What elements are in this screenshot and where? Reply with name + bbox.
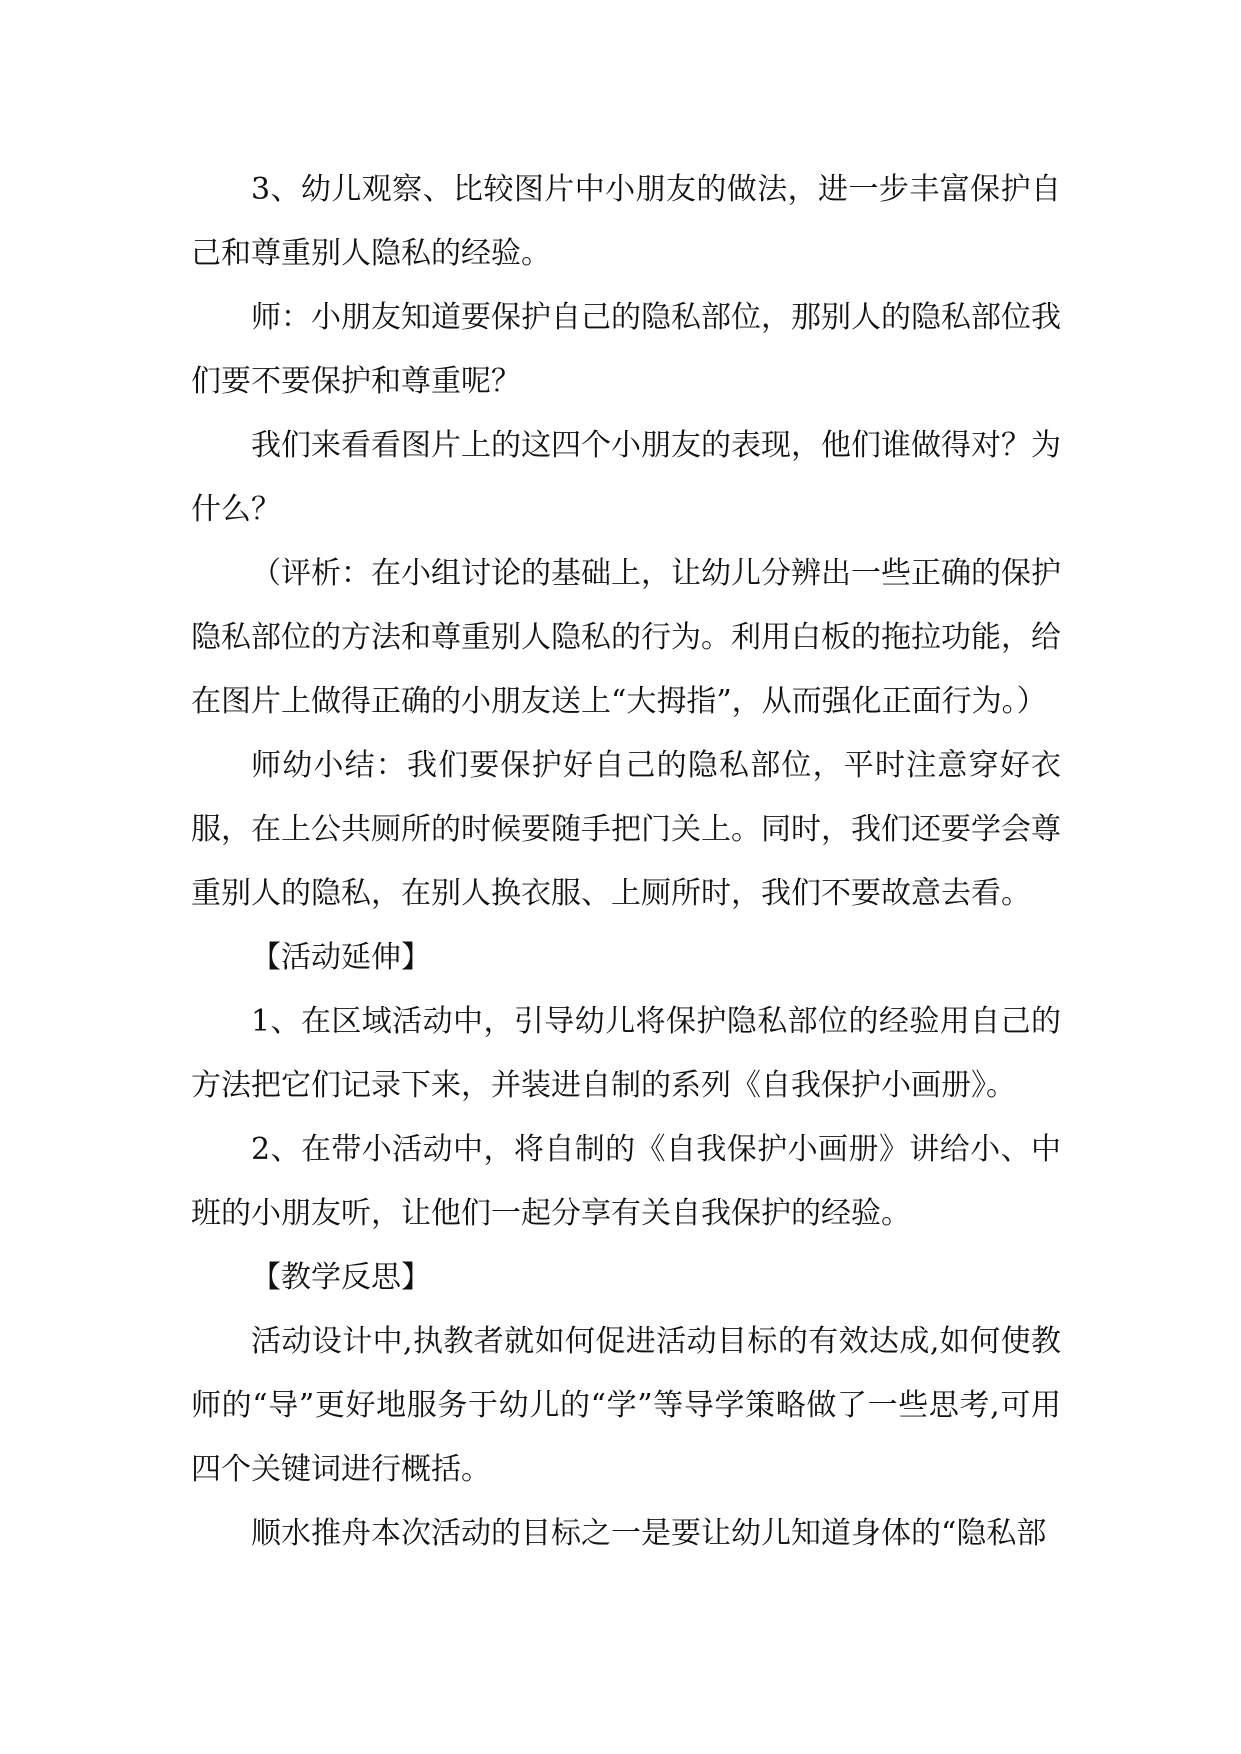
paragraph-extension-2: 2、在带小活动中，将自制的《自我保护小画册》讲给小、中班的小朋友听，让他们一起分享有关自我保护的经验。	[191, 1132, 1061, 1231]
heading-teaching-reflection: 【教学反思】	[251, 1260, 431, 1295]
paragraph-reflection-keyword-1: 顺水推舟本次活动的目标之一是要让幼儿知道身体的“隐私部	[251, 1516, 1047, 1551]
heading-activity-extension: 【活动延伸】	[251, 940, 431, 975]
document-body	[191, 158, 1061, 1566]
paragraph-reflection-intro: 活动设计中,执教者就如何促进活动目标的有效达成,如何使教师的“导”更好地服务于幼儿的“学”等导学策略做了一些思考,可用四个关键词进行概括。	[191, 1324, 1061, 1487]
paragraph-picture-question: 我们来看看图片上的这四个小朋友的表现，他们谁做得对？为什么？	[191, 428, 1061, 527]
paragraph-summary: 师幼小结：我们要保护好自己的隐私部位，平时注意穿好衣服，在上公共厕所的时候要随手把门关上。同时，我们还要学会尊重别人的隐私，在别人换衣服、上厕所时，我们不要故意去看。	[191, 748, 1061, 911]
paragraph-extension-1: 1、在区域活动中，引导幼儿将保护隐私部位的经验用自己的方法把它们记录下来，并装进自制的系列《自我保护小画册》。	[191, 1004, 1061, 1103]
paragraph-teacher-question: 师：小朋友知道要保护自己的隐私部位，那别人的隐私部位我们要不要保护和尊重呢？	[191, 300, 1061, 399]
paragraph-commentary: （评析：在小组讨论的基础上，让幼儿分辨出一些正确的保护隐私部位的方法和尊重别人隐私的行为。利用白板的拖拉功能，给在图片上做得正确的小朋友送上“大拇指”，从而强化正面行为。）	[191, 556, 1061, 719]
paragraph-step-3: 3、幼儿观察、比较图片中小朋友的做法，进一步丰富保护自己和尊重别人隐私的经验。	[191, 172, 1061, 271]
